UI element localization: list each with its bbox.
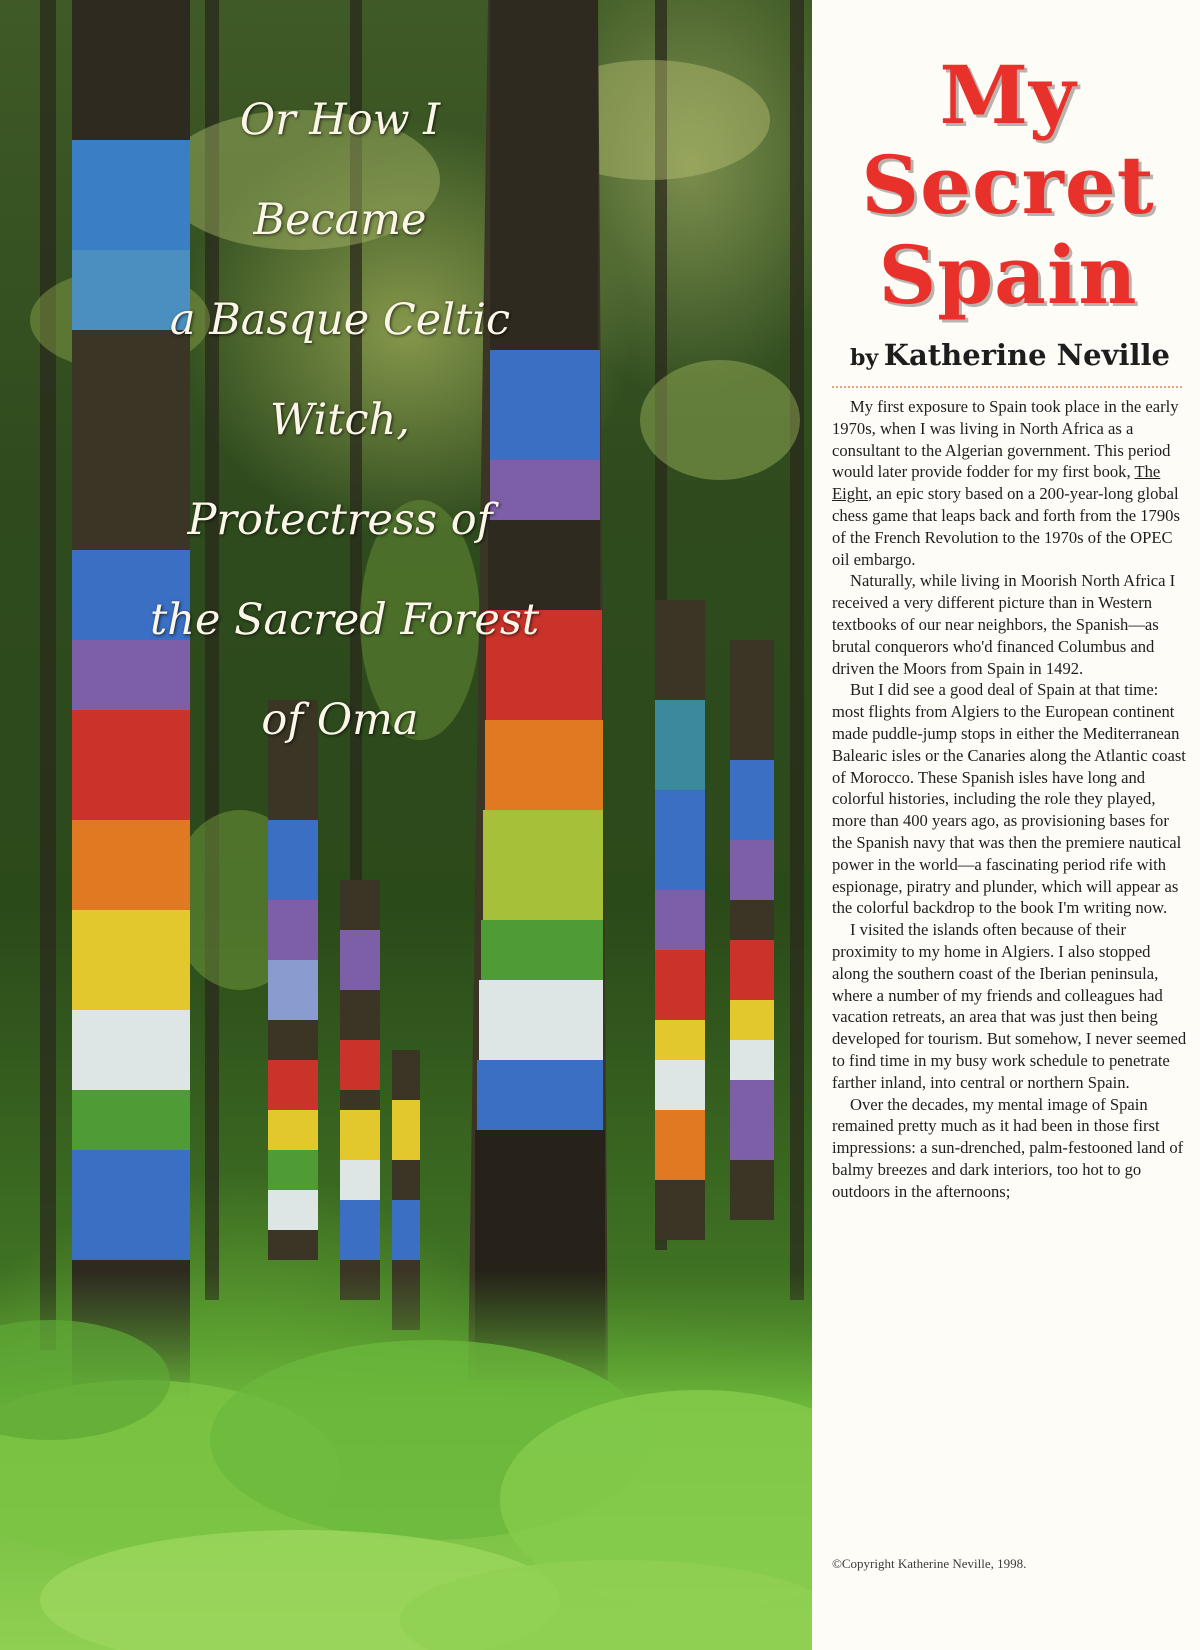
article-body — [832, 396, 1188, 1202]
subtitle-line: Or How I — [239, 95, 441, 145]
paragraph-text: , an epic story based on a 200-year-long global chess game that leaps back and forth from the 1790s of the French Revolution to the 1970s of the OPEC oil embargo. — [832, 484, 1180, 569]
copyright-notice: ©Copyright Katherine Neville, 1998. — [832, 1556, 1027, 1571]
author-name: Katherine Neville — [883, 338, 1170, 372]
book-title: The Eight — [832, 462, 1161, 504]
painted-tree-right — [655, 600, 705, 1240]
byline-prefix: by — [850, 345, 879, 371]
paragraph: Naturally, while living in Moorish North Africa I received a very different picture than in Western textbooks of our near neighbors, the Spanish—as brutal conquerors who'd financed Columbus and driven the Moors from Spain in 1492. — [832, 571, 1176, 678]
painted-tree-middle-thin — [340, 880, 420, 1330]
title-line: My — [939, 48, 1077, 142]
paragraph — [832, 396, 1188, 570]
dotted-divider — [832, 386, 1182, 388]
subtitle-line: of Oma — [261, 695, 419, 745]
paragraph: But I did see a good deal of Spain at that time: most flights from Algiers to the European continent made puddle-jump stops in either the Mediterranean Balearic isles or the Canaries along the Atlantic coast of Morocco. These Spanish isles have long and colorful histories, including the role they played, more than 400 years ago, as provisioning bases for the Spanish navy that was then the premiere nautical power in the world—a fascinating period rife with espionage, piratry and plunder, which will appear as the colorful backdrop to the book I'm writing now. — [832, 680, 1186, 918]
paragraph: I visited the islands often because of their proximity to my home in Algiers. I also stopped along the southern coast of the Iberian peninsula, where a number of my friends and colleagues had vacation retreats, an area that was just then being developed for tourism. But somehow, I never seemed to find time in my busy work schedule to penetrate farther inland, into central or northern Spain. — [832, 920, 1187, 1092]
paragraph-text: My first exposure to Spain took place in the early 1970s, when I was living in North Africa as a consultant to the Algerian government. This period would later provide fodder for my first book, — [832, 397, 1179, 482]
subtitle-line: Became — [253, 195, 427, 245]
title-line: Secret — [861, 138, 1155, 232]
article-column — [812, 0, 1200, 1650]
photo-subtitle — [150, 70, 540, 770]
subtitle-line: the Sacred Forest — [150, 595, 540, 645]
article-title — [828, 50, 1188, 320]
paragraph: Over the decades, my mental image of Spain remained pretty much as it had been in those first impressions: a sun-drenched, palm-festooned land of balmy breezes and dark interiors, too hot to go outdoors in the afternoons; — [832, 1094, 1184, 1201]
painted-tree-left-middle — [268, 700, 318, 1260]
subtitle-line: a Basque Celtic — [169, 295, 511, 345]
byline — [830, 338, 1190, 372]
subtitle-line: Protectress of — [187, 495, 493, 545]
painted-tree-far-right — [730, 640, 774, 1220]
title-line: Spain — [878, 228, 1138, 322]
subtitle-line: Witch, — [270, 395, 410, 445]
fern-undergrowth — [0, 1270, 812, 1650]
